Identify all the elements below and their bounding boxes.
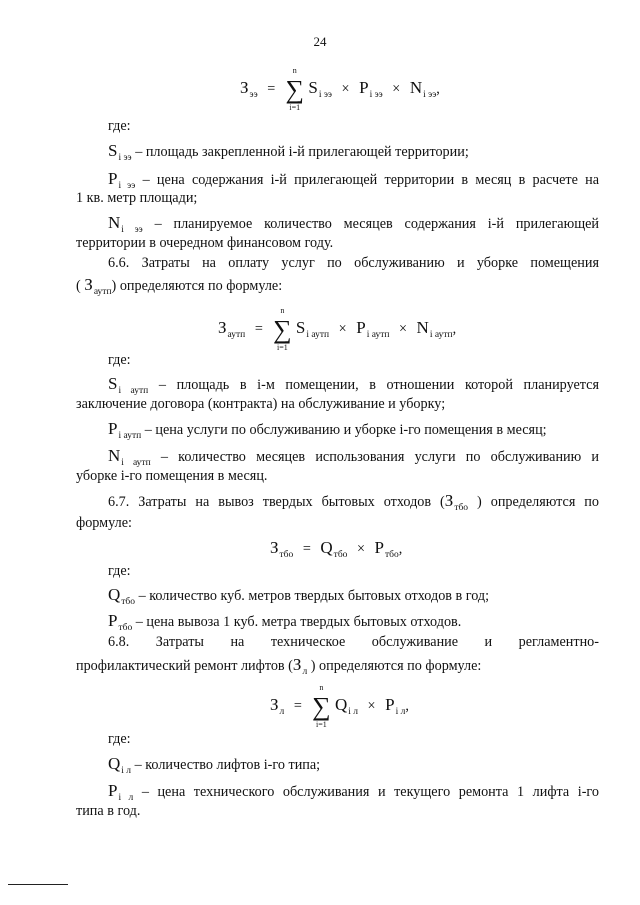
times-sign: ×: [367, 698, 376, 714]
definition-text: – планируемое количество месяцев содержания i-й прилегающей: [154, 216, 600, 232]
formula-symbol: P: [108, 169, 118, 188]
formula-symbol: P: [359, 78, 369, 97]
times-sign: ×: [356, 541, 365, 557]
sum-upper-limit: n: [280, 305, 285, 315]
subscript: i л: [348, 707, 358, 717]
equals-sign: =: [267, 81, 276, 97]
paragraph-6-8-continued: [76, 656, 481, 677]
formula-symbol: Q: [320, 538, 333, 557]
subscript: аутп: [227, 330, 246, 340]
subscript: тбо: [454, 503, 469, 513]
subscript: i л: [118, 793, 134, 803]
definition-text: – площадь закрепленной i-й прилегающей территории;: [135, 144, 469, 160]
definition-p-autp: [108, 420, 547, 441]
definition-n-autp: [108, 447, 599, 468]
formula-symbol: S: [108, 374, 118, 393]
subscript: тбо: [333, 550, 348, 560]
formula-zee: [240, 65, 440, 112]
formula-symbol: З: [240, 78, 249, 97]
subscript: i аутп: [306, 330, 330, 340]
subscript: i аутп: [121, 458, 151, 468]
subscript: i аутп: [118, 386, 149, 396]
subscript: i ээ: [423, 90, 437, 100]
formula-symbol: S: [108, 141, 118, 160]
definition-p-tbo: [108, 612, 461, 633]
sigma-symbol: ∑: [312, 691, 331, 721]
paragraph-text: ) определяются по формуле:: [111, 278, 283, 294]
subscript: i аутп: [118, 431, 142, 441]
equals-sign: =: [254, 321, 263, 337]
paragraph-text: ) определяются по формуле:: [310, 658, 482, 674]
formula-symbol: З: [270, 538, 279, 557]
subscript: аутп: [93, 287, 112, 297]
formula-symbol: З: [444, 491, 454, 510]
where-label: где:: [108, 731, 131, 747]
paragraph-6-6: 6.6. Затраты на оплату услуг по обслуживанию и уборке помещения: [108, 255, 599, 271]
definition-text: – количество лифтов i-го типа;: [134, 757, 321, 773]
formula-symbol: З: [292, 655, 302, 674]
sum-lower-limit: i=1: [289, 102, 301, 112]
sum-sign: [272, 305, 292, 352]
subscript: i аутп: [366, 330, 390, 340]
formula-symbol: N: [409, 78, 423, 97]
subscript: ээ: [249, 90, 258, 100]
sum-upper-limit: n: [292, 65, 297, 75]
definition-text: – площадь в i-м помещении, в отношении которой планируется: [158, 377, 599, 393]
formula-symbol: P: [108, 419, 118, 438]
sum-upper-limit: n: [319, 682, 324, 692]
subscript: л: [302, 667, 308, 677]
subscript: i л: [395, 707, 406, 717]
definition-s-ee: [108, 142, 469, 163]
paragraph-6-7-continued: формуле:: [76, 515, 132, 531]
definition-text-continued: типа в год.: [76, 803, 141, 819]
definition-text: – количество куб. метров твердых бытовых отходов в год;: [138, 588, 490, 604]
sigma-symbol: ∑: [285, 74, 305, 104]
subscript: i ээ: [318, 90, 332, 100]
formula-comma: ,: [452, 321, 457, 337]
subscript: тбо: [385, 550, 399, 560]
sum-sign: [311, 682, 331, 729]
sigma-symbol: ∑: [273, 314, 292, 344]
paragraph-6-8: 6.8. Затраты на техническое обслуживание и регламентно-: [108, 634, 599, 650]
definition-text: – цена вывоза 1 куб. метра твердых бытовых отходов.: [135, 614, 462, 630]
formula-zl: [270, 682, 409, 729]
formula-symbol: S: [295, 318, 306, 337]
where-label: где:: [108, 563, 131, 579]
definition-text: – цена технического обслуживания и текущего ремонта 1 лифта i-го: [141, 784, 599, 800]
formula-symbol: N: [108, 213, 121, 232]
definition-text: – цена содержания i-й прилегающей территории в месяц в расчете на: [142, 172, 600, 188]
sum-lower-limit: i=1: [277, 342, 288, 352]
formula-symbol: Q: [108, 754, 121, 773]
formula-symbol: P: [374, 538, 384, 557]
times-sign: ×: [341, 81, 350, 97]
definition-text-continued: уборке i-го помещения в месяц.: [76, 468, 268, 484]
formula-symbol: З: [84, 275, 93, 294]
definition-s-autp: [108, 375, 599, 396]
definition-p-ee: [108, 170, 599, 191]
definition-q-l: [108, 755, 320, 776]
subscript: i л: [121, 766, 132, 776]
sum-lower-limit: i=1: [316, 719, 327, 729]
formula-symbol: З: [270, 695, 279, 714]
definition-text-continued: территории в очередном финансовом году.: [76, 235, 334, 251]
formula-symbol: P: [108, 611, 118, 630]
times-sign: ×: [398, 321, 407, 337]
times-sign: ×: [392, 81, 401, 97]
sum-sign: [285, 65, 305, 112]
formula-comma: ,: [436, 81, 440, 97]
times-sign: ×: [338, 321, 347, 337]
where-label: где:: [108, 352, 131, 368]
subscript: i ээ: [118, 153, 132, 163]
paragraph-6-7: [108, 492, 599, 513]
page-number: 24: [313, 34, 327, 49]
bracket: (: [76, 278, 81, 294]
definition-n-ee: [108, 214, 599, 235]
subscript: i ээ: [121, 225, 143, 235]
formula-symbol: S: [308, 78, 318, 97]
definition-text-continued: 1 кв. метр площади;: [76, 190, 198, 206]
formula-symbol: Q: [108, 585, 121, 604]
formula-symbol: P: [385, 695, 395, 714]
formula-symbol: P: [356, 318, 366, 337]
footnote-divider: [8, 884, 68, 885]
definition-text-continued: заключение договора (контракта) на обслуживание и уборку;: [76, 396, 446, 412]
subscript: i ээ: [369, 90, 383, 100]
paragraph-text: 6.7. Затраты на вывоз твердых бытовых отходов (: [108, 494, 445, 510]
equals-sign: =: [302, 541, 311, 557]
paragraph-6-6-continued: [76, 276, 282, 297]
paragraph-text: ) определяются по: [477, 494, 599, 510]
definition-text: – количество месяцев использования услуги по обслуживанию и: [160, 449, 600, 465]
formula-symbol: Q: [334, 695, 348, 714]
subscript: тбо: [279, 550, 294, 560]
formula-symbol: З: [218, 318, 227, 337]
formula-zautp: [218, 305, 457, 352]
subscript: л: [279, 707, 285, 717]
formula-ztbo: [270, 536, 402, 563]
subscript: i ээ: [118, 181, 136, 191]
subscript: тбо: [121, 597, 136, 607]
formula-symbol: N: [108, 446, 121, 465]
definition-p-l: [108, 782, 599, 803]
equals-sign: =: [293, 698, 302, 714]
subscript: i аутп: [429, 330, 453, 340]
formula-symbol: N: [416, 318, 429, 337]
definition-q-tbo: [108, 586, 489, 607]
formula-symbol: P: [108, 781, 118, 800]
subscript: тбо: [118, 623, 133, 633]
definition-text: – цена услуги по обслуживанию и уборке i-го помещения в месяц;: [144, 422, 547, 438]
where-label: где:: [108, 118, 131, 134]
formula-comma: ,: [405, 698, 409, 714]
formula-comma: ,: [398, 541, 403, 557]
paragraph-text: профилактический ремонт лифтов (: [76, 658, 293, 674]
